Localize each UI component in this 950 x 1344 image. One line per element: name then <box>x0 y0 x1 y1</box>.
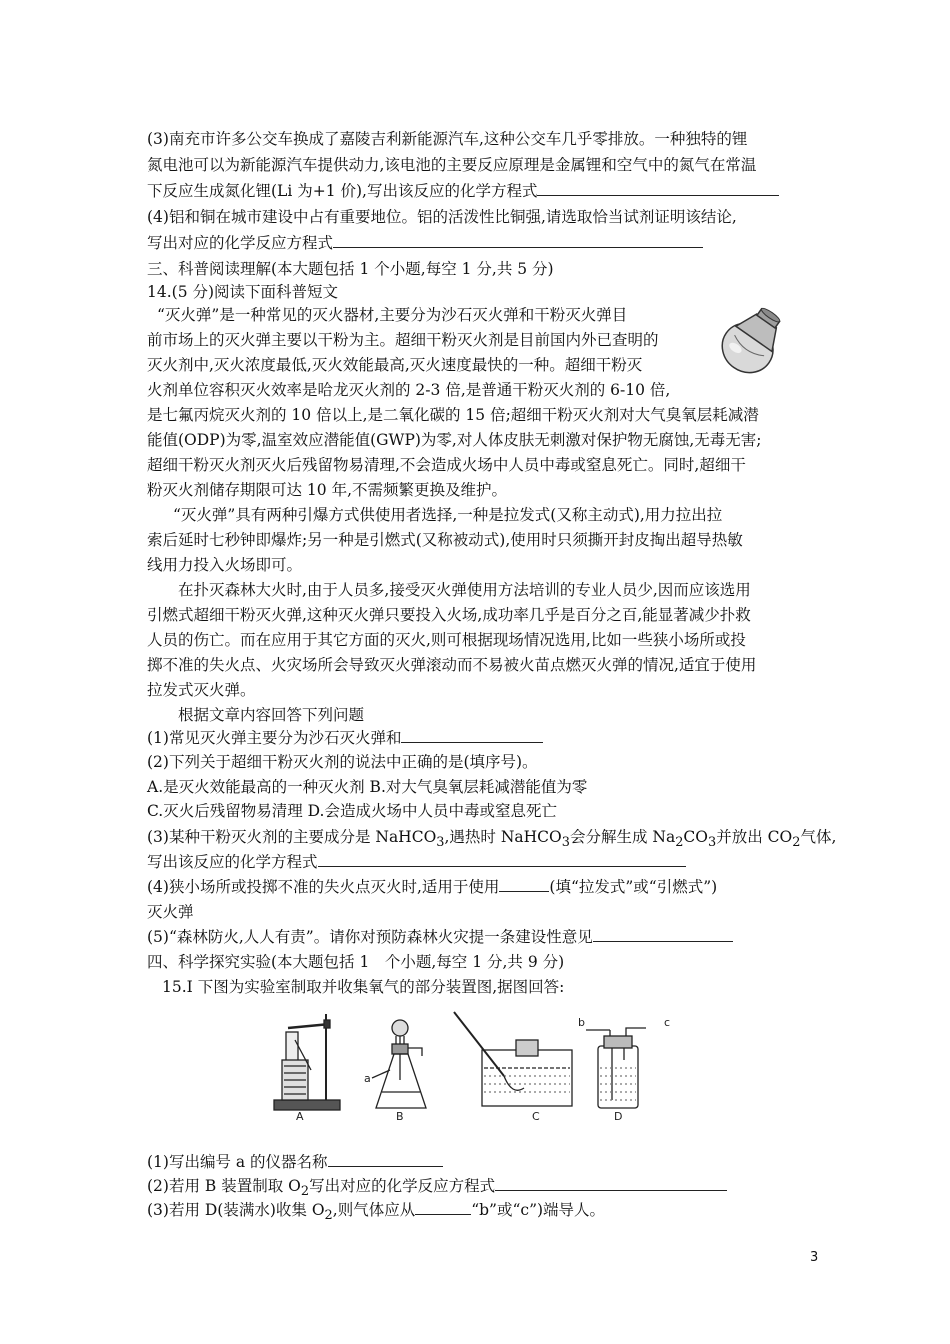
text-line: (2)若用 B 装置制取 $O_2$写出对应的化学反应方程式 <box>147 1176 727 1202</box>
section-heading: 三、科普阅读理解(本大题包括 1 个小题,每空 1 分,共 5 分) <box>147 260 554 278</box>
subscript: 2 <box>300 1184 310 1200</box>
option-line: A.是灭火效能最高的一种灭火剂 B.对大气臭氧层耗减潜能值为零 <box>147 778 588 796</box>
label-A: A <box>296 1110 304 1123</box>
text-line: 灭火剂中,灭火浓度最低,灭火效能最高,灭火速度最快的一种。超细干粉灭 <box>147 356 643 374</box>
text-line: (5)“森林防火,人人有责”。请你对预防森林火灾提一条建设性意见 <box>147 927 733 947</box>
text-line: 是七氟丙烷灭火剂的 10 倍以上,是二氧化碳的 15 倍;超细干粉灭火剂对大气臭氧层耗减潜 <box>147 406 759 424</box>
text-line: 灭火弹 <box>147 903 194 921</box>
text-line: (2)下列关于超细干粉灭火剂的说法中正确的是(填序号)。 <box>147 753 538 771</box>
text-line: 掷不准的失火点、火灾场所会导致灭火弹滚动而不易被火苗点燃灭火弹的情况,适宜于使用 <box>147 656 757 674</box>
fire-extinguisher-ball-image <box>700 301 800 381</box>
answer-blank <box>593 927 733 942</box>
apparatus-b <box>372 1020 426 1108</box>
label-B: B <box>396 1110 404 1123</box>
subscript: 2 <box>324 1208 333 1224</box>
lab-apparatus-figure <box>268 1010 678 1125</box>
text-line: (1)写出编号 a 的仪器名称 <box>147 1152 443 1172</box>
label-c: c <box>664 1016 671 1029</box>
text-line: 索后延时七秒钟即爆炸;另一种是引燃式(又称被动式),使用时只须撕开封皮掏出超导热敏 <box>147 531 743 549</box>
text-line: 前市场上的灭火弹主要以干粉为主。超细干粉灭火剂是目前国内外已查明的 <box>147 331 659 349</box>
question-heading: 15.I 下图为实验室制取并收集氧气的部分装置图,据图回答: <box>162 978 565 996</box>
apparatus-c <box>454 1012 572 1106</box>
subscript: 3 <box>561 835 570 851</box>
text-line: 在扑灭森林大火时,由于人员多,接受灭火弹使用方法培训的专业人员少,因而应该选用 <box>178 581 751 599</box>
text-line: 能值(ODP)为零,温室效应潜能值(GWP)为零,对人体皮肤无刺激对保护物无腐蚀,无毒无害; <box>147 431 762 449</box>
text-line: (3)南充市许多公交车换成了嘉陵吉利新能源汽车,这种公交车几乎零排放。一种独特的锂 <box>147 130 748 148</box>
text-line: 拉发式灭火弹。 <box>147 681 256 699</box>
text-line: (4)铝和铜在城市建设中占有重要地位。铝的活泼性比铜强,请选取恰当试剂证明该结论, <box>147 208 737 226</box>
answer-blank <box>333 233 703 248</box>
answer-blank <box>499 877 549 892</box>
text-line: 下反应生成氮化锂(Li 为+1 价),写出该反应的化学方程式 <box>147 181 779 201</box>
subscript: 2 <box>792 835 801 851</box>
label-D: D <box>614 1110 623 1123</box>
answer-blank <box>495 1176 727 1191</box>
label-b: b <box>578 1016 585 1029</box>
label-C: C <box>532 1110 540 1123</box>
text-line: (4)狭小场所或投掷不准的失火点灭火时,适用于使用 (填“拉发式”或“引燃式”) <box>147 878 718 896</box>
text-line: 写出该反应的化学方程式 <box>147 852 686 872</box>
subscript: 3 <box>436 835 445 851</box>
answer-blank <box>328 1152 443 1167</box>
question-heading: 14.(5 分)阅读下面科普短文 <box>147 283 339 301</box>
apparatus-a <box>274 1014 340 1110</box>
text-line: “灭火弹”具有两种引爆方式供使用者选择,一种是拉发式(又称主动式),用力拉出拉 <box>173 506 723 524</box>
text-line: “灭火弹”是一种常见的灭火器材,主要分为沙石灭火弹和干粉灭火弹目 <box>157 306 628 324</box>
text-line: (3)某种干粉灭火剂的主要成分是 NaHCO$_3$,遇热时 NaHCO$_3$会分解生成 $Na_2CO_3$并放出 $CO_2$气体, <box>147 828 837 851</box>
section-heading: 四、科学探究实验(本大题包括 1 个小题,每空 1 分,共 9 分) <box>147 953 565 971</box>
subscript: 3 <box>708 835 717 851</box>
answer-blank <box>415 1200 471 1215</box>
answer-blank <box>318 852 686 867</box>
label-a: a <box>364 1072 371 1085</box>
text-line: 人员的伤亡。而在应用于其它方面的灭火,则可根据现场情况选用,比如一些狭小场所或投 <box>147 631 746 649</box>
subscript: 2 <box>675 835 684 851</box>
text-line: (1)常见灭火弹主要分为沙石灭火弹和 <box>147 728 543 748</box>
text-line: (3)若用 D(装满水)收集 $O_2$,则气体应从 “b”或“c”)端导人。 <box>147 1201 606 1224</box>
option-line: C.灭火后残留物易清理 D.会造成火场中人员中毒或窒息死亡 <box>147 802 557 820</box>
text-line: 根据文章内容回答下列问题 <box>178 706 365 724</box>
page-number: 3 <box>810 1250 819 1265</box>
text-line: 粉灭火剂储存期限可达 10 年,不需频繁更换及维护。 <box>147 481 508 499</box>
text-line: 线用力投入火场即可。 <box>147 556 303 574</box>
answer-blank <box>537 181 779 196</box>
text-line: 火剂单位容积灭火效率是哈龙灭火剂的 2-3 倍,是普通干粉灭火剂的 6-10 倍, <box>147 381 671 399</box>
text-line: 写出对应的化学反应方程式 <box>147 233 703 253</box>
text-line: 引燃式超细干粉灭火弹,这种灭火弹只要投入火场,成功率几乎是百分之百,能显著减少扑救 <box>147 606 751 624</box>
text-line: 氮电池可以为新能源汽车提供动力,该电池的主要反应原理是金属锂和空气中的氮气在常温 <box>147 156 757 174</box>
answer-blank <box>401 728 543 743</box>
text-line: 超细干粉灭火剂灭火后残留物易清理,不会造成火场中人员中毒或窒息死亡。同时,超细干 <box>147 456 746 474</box>
apparatus-d <box>586 1028 646 1108</box>
